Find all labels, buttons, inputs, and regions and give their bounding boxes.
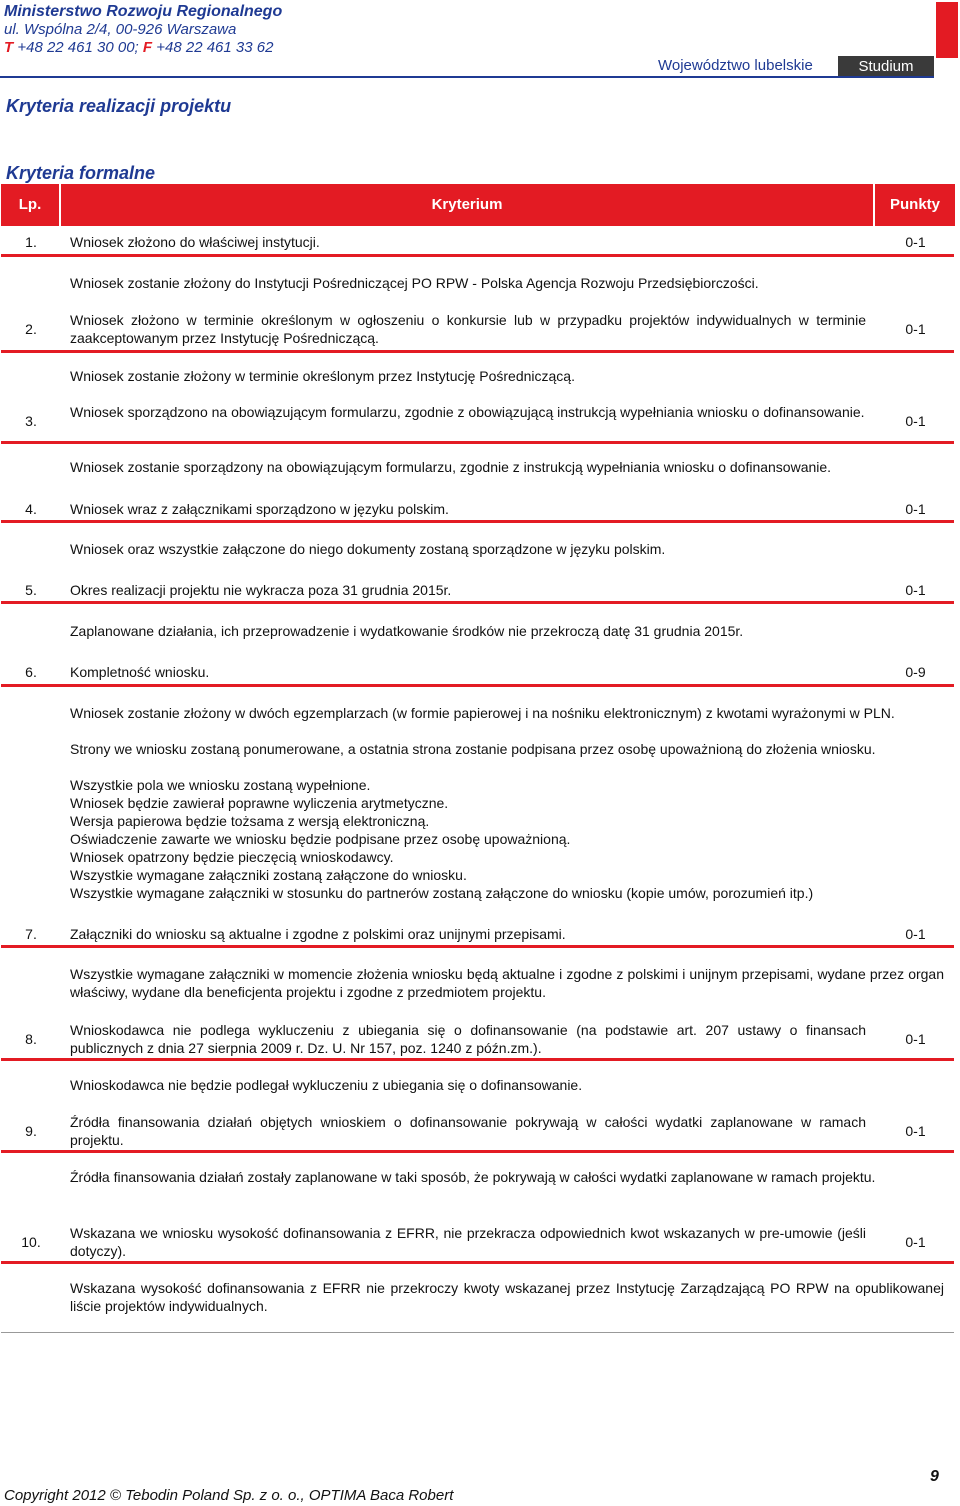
criterion-description: Wszystkie wymagane załączniki w momencie złożenia wniosku będą aktualne i zgodne z polskimi i unijnym przepisami, wydane przez organ właściwy, wydane dla beneficjenta projektu i zgodne z przedmiotem projektu. — [70, 966, 944, 1000]
criterion-description: Wniosek zostanie złożony w dwóch egzemplarzach (w formie papierowej i na nośniku elektronicznym) z kwotami wyrażonymi w PLN. — [70, 705, 895, 721]
fax-label: F — [142, 39, 153, 56]
criterion-points: 0-1 — [905, 413, 926, 429]
region-label: Województwo lubelskie — [658, 57, 813, 74]
criterion-row — [1, 402, 954, 440]
criterion-text: Kompletność wniosku. — [70, 664, 210, 680]
row-number: 2. — [25, 321, 37, 337]
tab-studium[interactable]: Studium — [838, 56, 934, 76]
page-number: 9 — [930, 1468, 939, 1485]
criterion-points: 0-1 — [905, 926, 926, 942]
criterion-row — [1, 310, 954, 348]
row-number: 5. — [25, 582, 37, 598]
criterion-text: Załączniki do wniosku są aktualne i zgodne z polskimi oraz unijnymi przepisami. — [70, 926, 566, 942]
row-number: 10. — [21, 1234, 41, 1250]
criterion-description: Źródła finansowania działań zostały zaplanowane w taki sposób, że pokrywają w całości wydatki zaplanowane w ramach projektu. — [70, 1169, 876, 1185]
criterion-text: Wniosek wraz z załącznikami sporządzono w języku polskim. — [70, 501, 449, 517]
criterion-description: Oświadczenie zawarte we wniosku będzie podpisane przez osobę upoważnioną. — [70, 831, 571, 847]
criterion-description: Wniosek zostanie złożony do Instytucji Pośredniczącej PO RPW - Polska Agencja Rozwoju Przedsiębiorczości. — [70, 275, 759, 291]
org-contact — [4, 39, 273, 57]
criterion-row — [1, 581, 954, 599]
row-number: 6. — [25, 664, 37, 680]
fax-number: +48 22 461 33 62 — [156, 39, 274, 56]
criterion-description: Wnioskodawca nie będzie podlegał wykluczeniu z ubiegania się o dofinansowanie. — [70, 1077, 583, 1093]
row-number: 8. — [25, 1031, 37, 1047]
criterion-description: Wniosek będzie zawierał poprawne wyliczenia arytmetyczne. — [70, 795, 449, 811]
row-divider — [1, 684, 954, 687]
criterion-row — [1, 500, 954, 518]
criterion-text: Wskazana we wniosku wysokość dofinansowania z EFRR, nie przekracza odpowiednich kwot wskazanych w pre-umowie (jeśli dotyczy). — [70, 1225, 866, 1259]
row-number: 1. — [25, 234, 37, 250]
criterion-points: 0-1 — [905, 1123, 926, 1139]
row-number: 7. — [25, 926, 37, 942]
row-divider — [1, 350, 954, 353]
row-divider — [1, 1261, 954, 1264]
criterion-description: Wszystkie pola we wniosku zostaną wypełnione. — [70, 777, 371, 793]
row-divider — [1, 945, 954, 948]
row-number: 4. — [25, 501, 37, 517]
criterion-text: Wnioskodawca nie podlega wykluczeniu z ubiegania się o dofinansowanie (na podstawie art. 207 ustawy o finansach publicznych z dnia 27 sierpnia 2009 r. Dz. U. Nr 157, poz. 1240 z późn.zm.). — [70, 1022, 866, 1056]
criterion-description: Strony we wniosku zostaną ponumerowane, a ostatnia strona zostanie podpisana przez osobę upoważnioną do złożenia wniosku. — [70, 741, 876, 757]
row-divider — [1, 601, 954, 604]
phone-number: +48 22 461 30 00; — [17, 39, 139, 56]
criterion-description: Wskazana wysokość dofinansowania z EFRR nie przekroczy kwoty wskazanej przez Instytucję Zarządzającą PO RPW na opublikowanej liście projektów indywidualnych. — [70, 1280, 944, 1314]
criterion-description: Wszystkie wymagane załączniki w stosunku do partnerów zostaną załączone do wniosku (kopie umów, porozumień itp.) — [70, 885, 814, 901]
table-header-punkty: Punkty — [875, 184, 955, 226]
table-header-kryterium: Kryterium — [61, 184, 873, 226]
criterion-row — [1, 1223, 954, 1261]
phone-label: T — [4, 39, 14, 56]
section-title: Kryteria formalne — [6, 163, 156, 183]
row-divider — [1, 254, 954, 257]
criterion-points: 0-1 — [905, 234, 926, 250]
criterion-points: 0-1 — [905, 582, 926, 598]
row-number: 3. — [25, 413, 37, 429]
copyright-footer: Copyright 2012 © Tebodin Poland Sp. z o. o., OPTIMA Baca Robert — [4, 1487, 454, 1504]
criterion-description: Wersja papierowa będzie tożsama z wersją elektroniczną. — [70, 813, 430, 829]
row-divider — [1, 1058, 954, 1061]
criterion-points: 0-1 — [905, 1031, 926, 1047]
criterion-description: Wniosek oraz wszystkie załączone do niego dokumenty zostaną sporządzone w języku polskim. — [70, 541, 666, 557]
criterion-row — [1, 233, 954, 251]
criterion-text: Wniosek złożono w terminie określonym w ogłoszeniu o konkursie lub w przypadku projektów indywidualnych w terminie zaakceptowanym przez Instytucję Pośredniczącą. — [70, 312, 866, 346]
row-number: 9. — [25, 1123, 37, 1139]
criterion-points: 0-1 — [905, 501, 926, 517]
criterion-points: 0-1 — [905, 1234, 926, 1250]
criterion-description: Wniosek zostanie złożony w terminie określonym przez Instytucję Pośredniczącą. — [70, 368, 575, 384]
criterion-text: Źródła finansowania działań objętych wnioskiem o dofinansowanie pokrywają w całości wydatki zaplanowane w ramach projektu. — [70, 1114, 866, 1148]
criterion-text: Okres realizacji projektu nie wykracza poza 31 grudnia 2015r. — [70, 582, 452, 598]
criterion-description: Wniosek opatrzony będzie pieczęcią wnioskodawcy. — [70, 849, 394, 865]
criterion-description: Wniosek zostanie sporządzony na obowiązującym formularzu, zgodnie z instrukcją wypełniania wniosku o dofinansowanie. — [70, 459, 832, 475]
row-divider — [1, 520, 954, 523]
criterion-text: Wniosek złożono do właściwej instytucji. — [70, 234, 320, 250]
table-header-lp: Lp. — [1, 184, 59, 226]
criterion-description: Zaplanowane działania, ich przeprowadzenie i wydatkowanie środków nie przekroczą datę 31 grudnia 2015r. — [70, 623, 744, 639]
criterion-points: 0-9 — [905, 664, 926, 680]
criterion-row — [1, 1112, 954, 1150]
page-title: Kryteria realizacji projektu — [6, 96, 232, 116]
criterion-row — [1, 925, 954, 943]
criterion-row — [1, 1020, 954, 1058]
criterion-description: Wszystkie wymagane załączniki zostaną załączone do wniosku. — [70, 867, 467, 883]
header-rule — [0, 76, 934, 78]
row-divider — [1, 441, 954, 444]
brand-marker — [936, 2, 958, 58]
criterion-row — [1, 663, 954, 681]
org-name: Ministerstwo Rozwoju Regionalnego — [4, 3, 283, 20]
row-divider — [1, 1150, 954, 1153]
criterion-points: 0-1 — [905, 321, 926, 337]
org-address: ul. Wspólna 2/4, 00-926 Warszawa — [4, 21, 237, 38]
criterion-text: Wniosek sporządzono na obowiązującym formularzu, zgodnie z obowiązującą instrukcją wypełniania wniosku o dofinansowanie. — [70, 404, 865, 420]
table-bottom-rule — [1, 1332, 954, 1333]
